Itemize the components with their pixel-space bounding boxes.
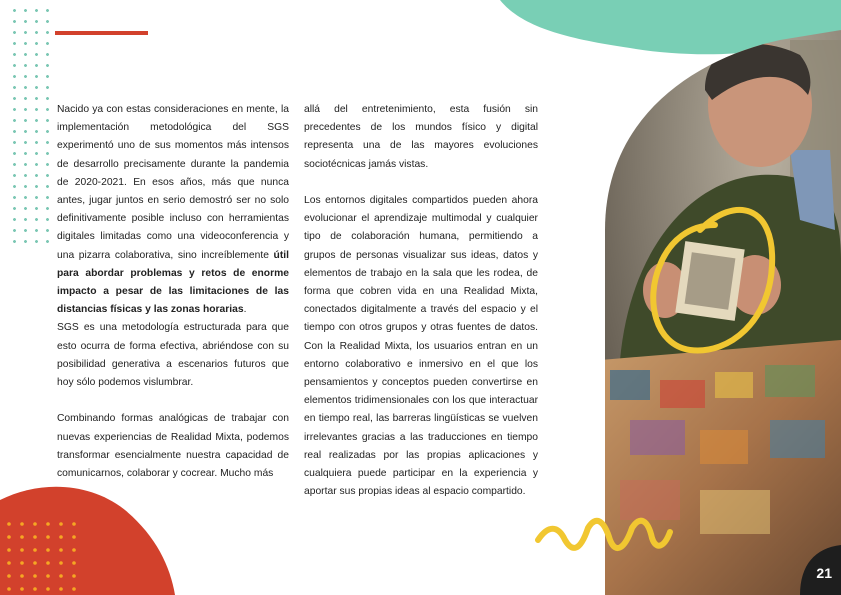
man-with-card-photo: [600, 30, 841, 595]
red-corner-shape: [0, 487, 175, 595]
left-paragraph-1-end: .: [243, 304, 247, 316]
page-number: 21: [816, 565, 832, 581]
right-text-column: [304, 101, 538, 501]
right-paragraph-1: allá del entretenimiento, esta fusión sin precedentes de los mundos físico y digital representa una de las mayores evoluciones sociotécnicas jamás vistas.: [304, 104, 538, 170]
left-paragraph-1: [57, 101, 289, 319]
left-paragraph-3: Combinando formas analógicas de trabajar con nuevas experiencias de Realidad Mixta, podemos transformar esencialmente nuestra capacidad de comunicarnos, colaborar y cocrear. Mucho más: [57, 413, 289, 480]
left-paragraph-1-bold: útil para abordar problemas y retos de enorme impacto a pesar de las limitaciones de las distancias físicas y las zonas horarias: [57, 249, 289, 316]
left-text-column: [57, 101, 289, 483]
left-paragraph-1-text: Nacido ya con estas consideraciones en mente, la implementación metodológica del SGS experimentó uno de sus momentos más intensos de desarrollo precisamente durante la pandemia de 2020-2021. En esos años, más que nunca antes, jugar juntos en serio demostró ser no solo definitivamente posible incluso con herramientas digitales limitadas como una videoconferencia y una pizarra colaborativa, sino increíblemente: [57, 104, 289, 261]
left-paragraph-2: SGS es una metodología estructurada para que esto ocurra de forma efectiva, abriéndose con su posibilidad generativa a escenarios futuros que hoy sólo podemos vislumbrar.: [57, 322, 289, 389]
right-paragraph-2: Los entornos digitales compartidos pueden ahora evolucionar el aprendizaje multimodal y cualquier tipo de colaboración humana, permitiendo a grupos de personas visualizar sus ideas, datos y elementos de trabajo en la sala que les rodea, de forma que cobren vida en una Realidad Mixta, conectados digitalmente a través del espacio y el tiempo con otros grupos y otras fuentes de datos. Con la Realidad Mixta, los usuarios entran en un entorno colaborativo e inmersivo en el que los pensamientos y conceptos pueden convertirse en elementos tridimensionales con los que interactuar en tiempo real, las barreras lingüísticas se vuelven irrelevantes gracias a las traducciones en tiempo real realizadas por las propias aplicaciones y cualquiera puede participar en la experiencia y aportar sus propias ideas al espacio compartido.: [304, 195, 538, 498]
